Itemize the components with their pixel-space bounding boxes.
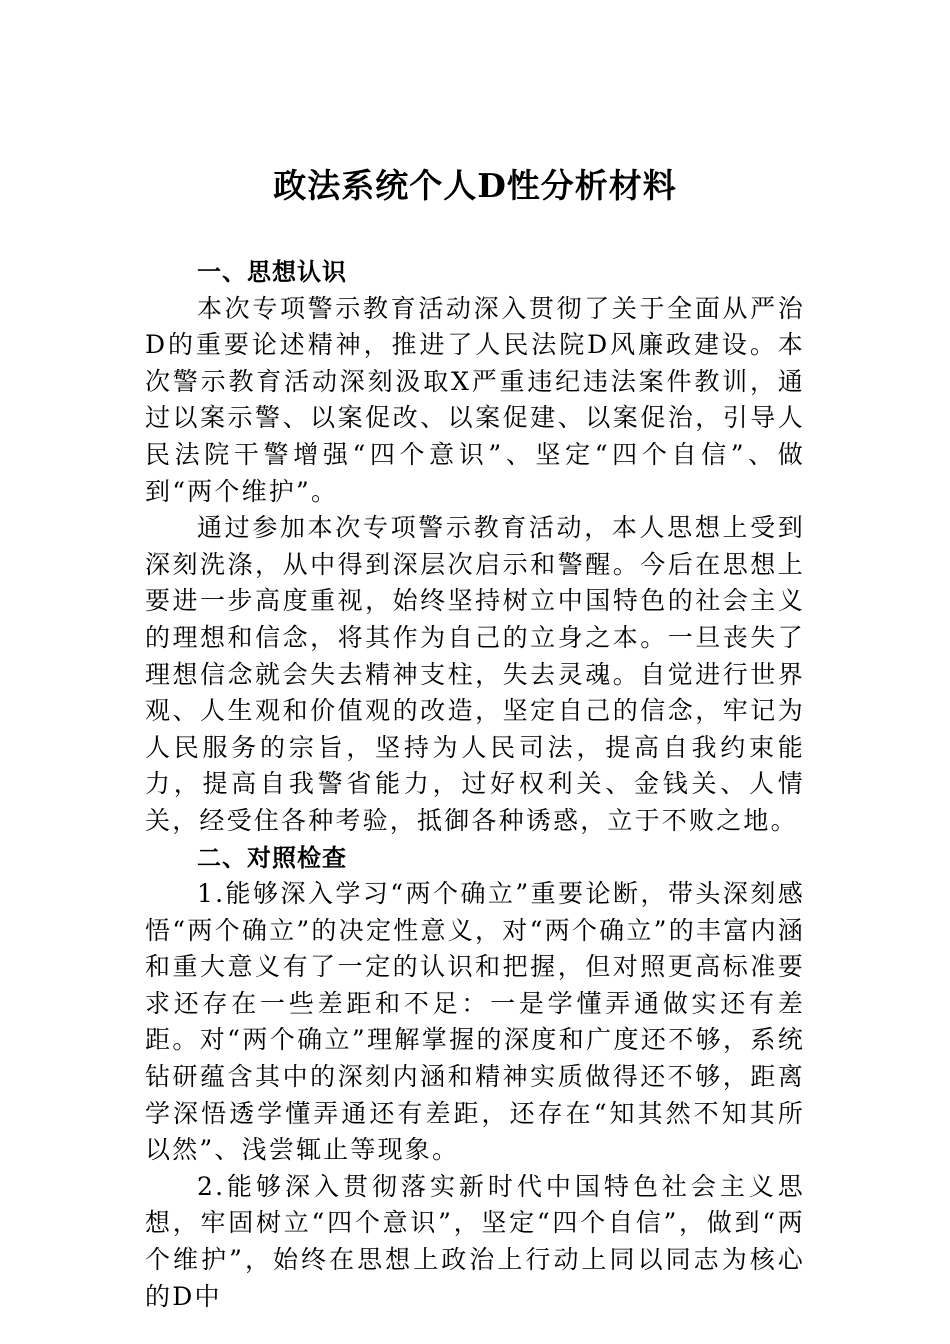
document-body	[145, 254, 805, 1315]
section-heading-thought: 一、思想认识	[197, 258, 347, 286]
paragraph: 2.能够深入贯彻落实新时代中国特色社会主义思想，牢固树立“四个意识”，坚定“四个自信”，做到“两个维护”，始终在思想上政治上行动上同以同志为核心的D中	[145, 1171, 805, 1311]
paragraph: 1.能够深入学习“两个确立”重要论断，带头深刻感悟“两个确立”的决定性意义，对“两个确立”的丰富内涵和重大意义有了一定的认识和把握，但对照更高标准要求还存在一些差距和不足：一是学懂弄通做实还有差距。对“两个确立”理解掌握的深度和广度还不够，系统钻研蕴含其中的深刻内涵和精神实质做得还不够，距离学深悟透学懂弄通还有差距，还存在“知其然不知其所以然”、浅尝辄止等现象。	[145, 879, 805, 1165]
paragraph: 通过参加本次专项警示教育活动，本人思想上受到深刻洗涤，从中得到深层次启示和警醒。今后在思想上要进一步高度重视，始终坚持树立中国特色的社会主义的理想和信念，将其作为自己的立身之本。一旦丧失了理想信念就会失去精神支柱，失去灵魂。自觉进行世界观、人生观和价值观的改造，坚定自己的信念，牢记为人民服务的宗旨，坚持为人民司法，提高自我约束能力，提高自我警省能力，过好权利关、金钱关、人情关，经受住各种考验，抵御各种诱惑，立于不败之地。	[145, 513, 805, 835]
document-title: 政法系统个人D性分析材料	[273, 166, 677, 205]
section-heading-check: 二、对照检查	[197, 843, 347, 872]
paragraph: 本次专项警示教育活动深入贯彻了关于全面从严治D的重要论述精神，推进了人民法院D风廉政建设。本次警示教育活动深刻汲取X严重违纪违法案件教训，通过以案示警、以案促改、以案促建、以案促治，引导人民法院干警增强“四个意识”、坚定“四个自信”、做到“两个维护”。	[145, 293, 805, 506]
